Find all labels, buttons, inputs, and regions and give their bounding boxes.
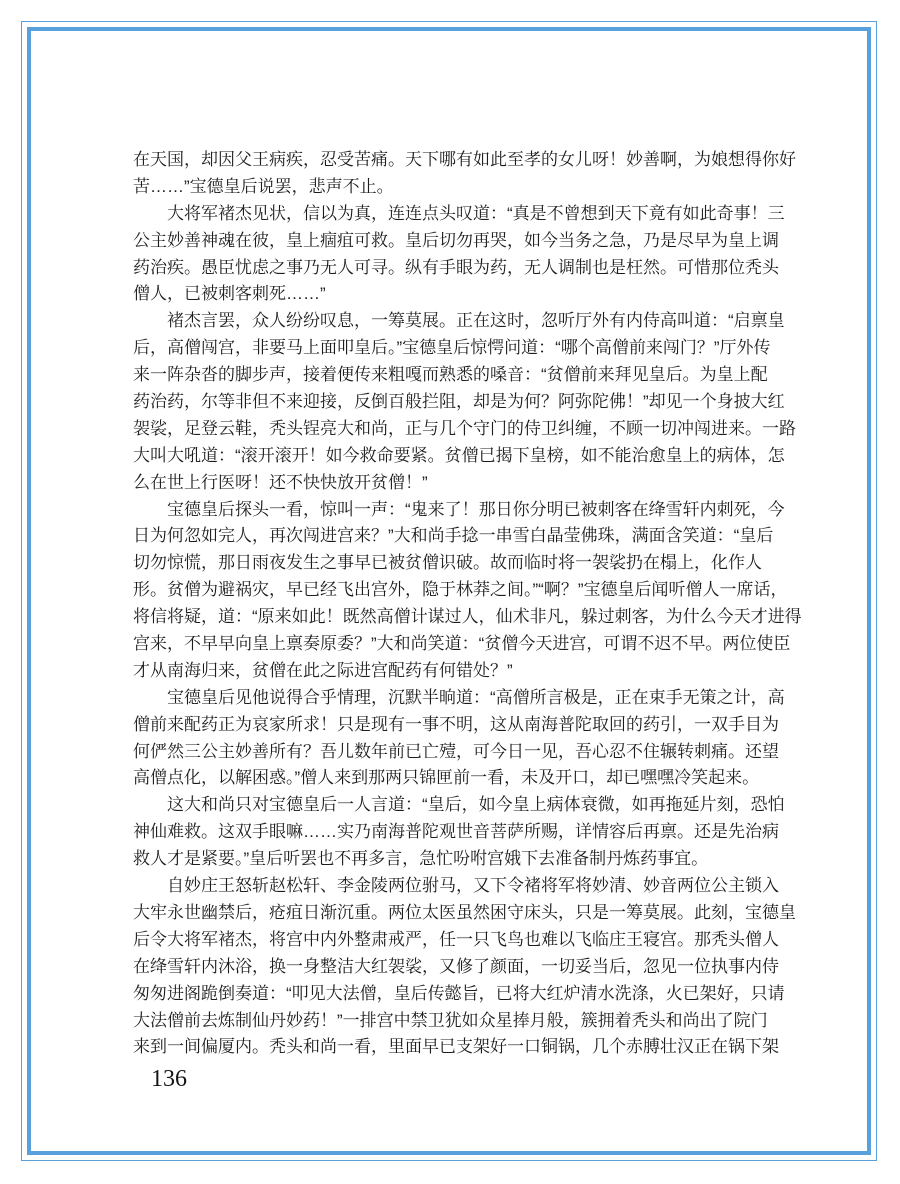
text-line: 宝德皇后探头一看，惊叫一声：“鬼来了！那日你分明已被刺客在绛雪轩内刺死，今 — [133, 499, 785, 519]
text-line: 来一阵杂沓的脚步声，接着便传来粗嘎而熟悉的嗓音：“贫僧前来拜见皇后。为皇上配 — [133, 365, 768, 385]
text-line: 这大和尚只对宝德皇后一人言道：“皇后，如今皇上病体衰微，如再拖延片刻，恐怕 — [133, 795, 785, 815]
text-line: 么在世上行医呀！还不快快放开贫僧！” — [133, 472, 428, 492]
text-line: 药治疾。愚臣忧虑之事乃无人可寻。纵有手眼为药，无人调制也是枉然。可惜那位秃头 — [133, 257, 779, 277]
text-line: 僧前来配药正为哀家所求！只是现有一事不明，这从南海普陀取回的药引，一双手目为 — [133, 714, 779, 734]
text-line: 在绛雪轩内沐浴，换一身整洁大红袈裟，又修了颜面，一切妥当后，忽见一位执事内侍 — [133, 956, 779, 976]
text-line: 才从南海归来，贫僧在此之际进宫配药有何错处？” — [133, 660, 513, 680]
text-block — [133, 147, 823, 1061]
text-line: 后令大将军褚杰，将宫中内外整肃戒严，任一只飞鸟也难以飞临庄王寝宫。那秃头僧人 — [133, 929, 779, 949]
text-line: 匆匆进阁跪倒奏道：“叩见大法僧，皇后传懿旨，已将大红炉清水洗涤，火已架好，只请 — [133, 983, 785, 1003]
text-line: 大牢永世幽禁后，疮疽日渐沉重。两位太医虽然困守床头，只是一筹莫展。此刻，宝德皇 — [133, 902, 796, 922]
text-line: 形。贫僧为避祸灾，早已经飞出宫外，隐于林莽之间。”“啊？”宝德皇后闻听僧人一席话， — [133, 580, 788, 600]
text-line: 自妙庄王怒斩赵松轩、李金陵两位驸马，又下令褚将军将妙清、妙音两位公主锁入 — [133, 876, 779, 896]
text-line: 宝德皇后见他说得合乎情理，沉默半晌道：“高僧所言极是，正在束手无策之计，高 — [133, 687, 785, 707]
text-line: 苦……”宝德皇后说罢，悲声不止。 — [133, 176, 394, 196]
text-line: 宫来，不早早向皇上禀奏原委？”大和尚笑道：“贫僧今天进宫，可谓不迟不早。两位使臣 — [133, 634, 791, 654]
text-line: 神仙难救。这双手眼嘛……实乃南海普陀观世音菩萨所赐，详情容后再禀。还是先治病 — [133, 822, 779, 842]
page-number: 136 — [151, 1066, 187, 1092]
text-line: 药治药，尔等非但不来迎接，反倒百般拦阻，却是为何？阿弥陀佛！”却见一个身披大红 — [133, 392, 785, 412]
text-line: 大叫大吼道：“滚开滚开！如今救命要紧。贫僧已揭下皇榜，如不能治愈皇上的病体，怎 — [133, 445, 785, 465]
text-line: 大将军褚杰见状，信以为真，连连点头叹道：“真是不曾想到天下竟有如此奇事！三 — [133, 203, 785, 223]
text-line: 高僧点化，以解困惑。”僧人来到那两只锦匣前一看，未及开口，却已嘿嘿冷笑起来。 — [133, 768, 760, 788]
text-line: 在天国，却因父王病疾，忍受苦痛。天下哪有如此至孝的女儿呀！妙善啊，为娘想得你好 — [133, 150, 796, 169]
text-line: 后，高僧闯宫，非要马上面叩皇后。”宝德皇后惊愕问道：“哪个高僧前来闯门？”厅外传 — [133, 338, 771, 358]
text-line: 来到一间偏厦内。秃头和尚一看，里面早已支架好一口铜锅，几个赤膊壮汉正在锅下架 — [133, 1037, 779, 1057]
text-line: 何俨然三公主妙善所有？吾儿数年前已亡殪，可今日一见，吾心忍不住辗转刺痛。还望 — [133, 741, 779, 761]
text-line: 袈裟，足登云鞋，秃头锃亮大和尚，正与几个守门的侍卫纠缠，不顾一切冲闯进来。一路 — [133, 418, 796, 438]
text-line: 褚杰言罢，众人纷纷叹息，一筹莫展。正在这时，忽听厅外有内侍高叫道：“启禀皇 — [133, 311, 785, 331]
text-line: 公主妙善神魂在彼，皇上痼疽可救。皇后切勿再哭，如今当务之急，乃是尽早为皇上调 — [133, 230, 779, 250]
text-line: 僧人，已被刺客刺死……” — [133, 284, 326, 304]
text-line: 日为何忽如完人，再次闯进宫来？”大和尚手捻一串雪白晶莹佛珠，满面含笑道：“皇后 — [133, 526, 774, 546]
text-line: 将信将疑，道：“原来如此！既然高僧计谋过人，仙术非凡，躲过刺客，为什么今天才进得 — [133, 607, 802, 627]
text-line: 救人才是紧要。”皇后听罢也不再多言，急忙吩咐宫娥下去准备制丹炼药事宜。 — [133, 849, 709, 869]
text-line: 大法僧前去炼制仙丹妙药！”一排宫中禁卫犹如众星捧月般，簇拥着秃头和尚出了院门 — [133, 1010, 768, 1030]
text-line: 切勿惊慌，那日雨夜发生之事早已被贫僧识破。故而临时将一袈裟扔在榻上，化作人 — [133, 553, 762, 573]
